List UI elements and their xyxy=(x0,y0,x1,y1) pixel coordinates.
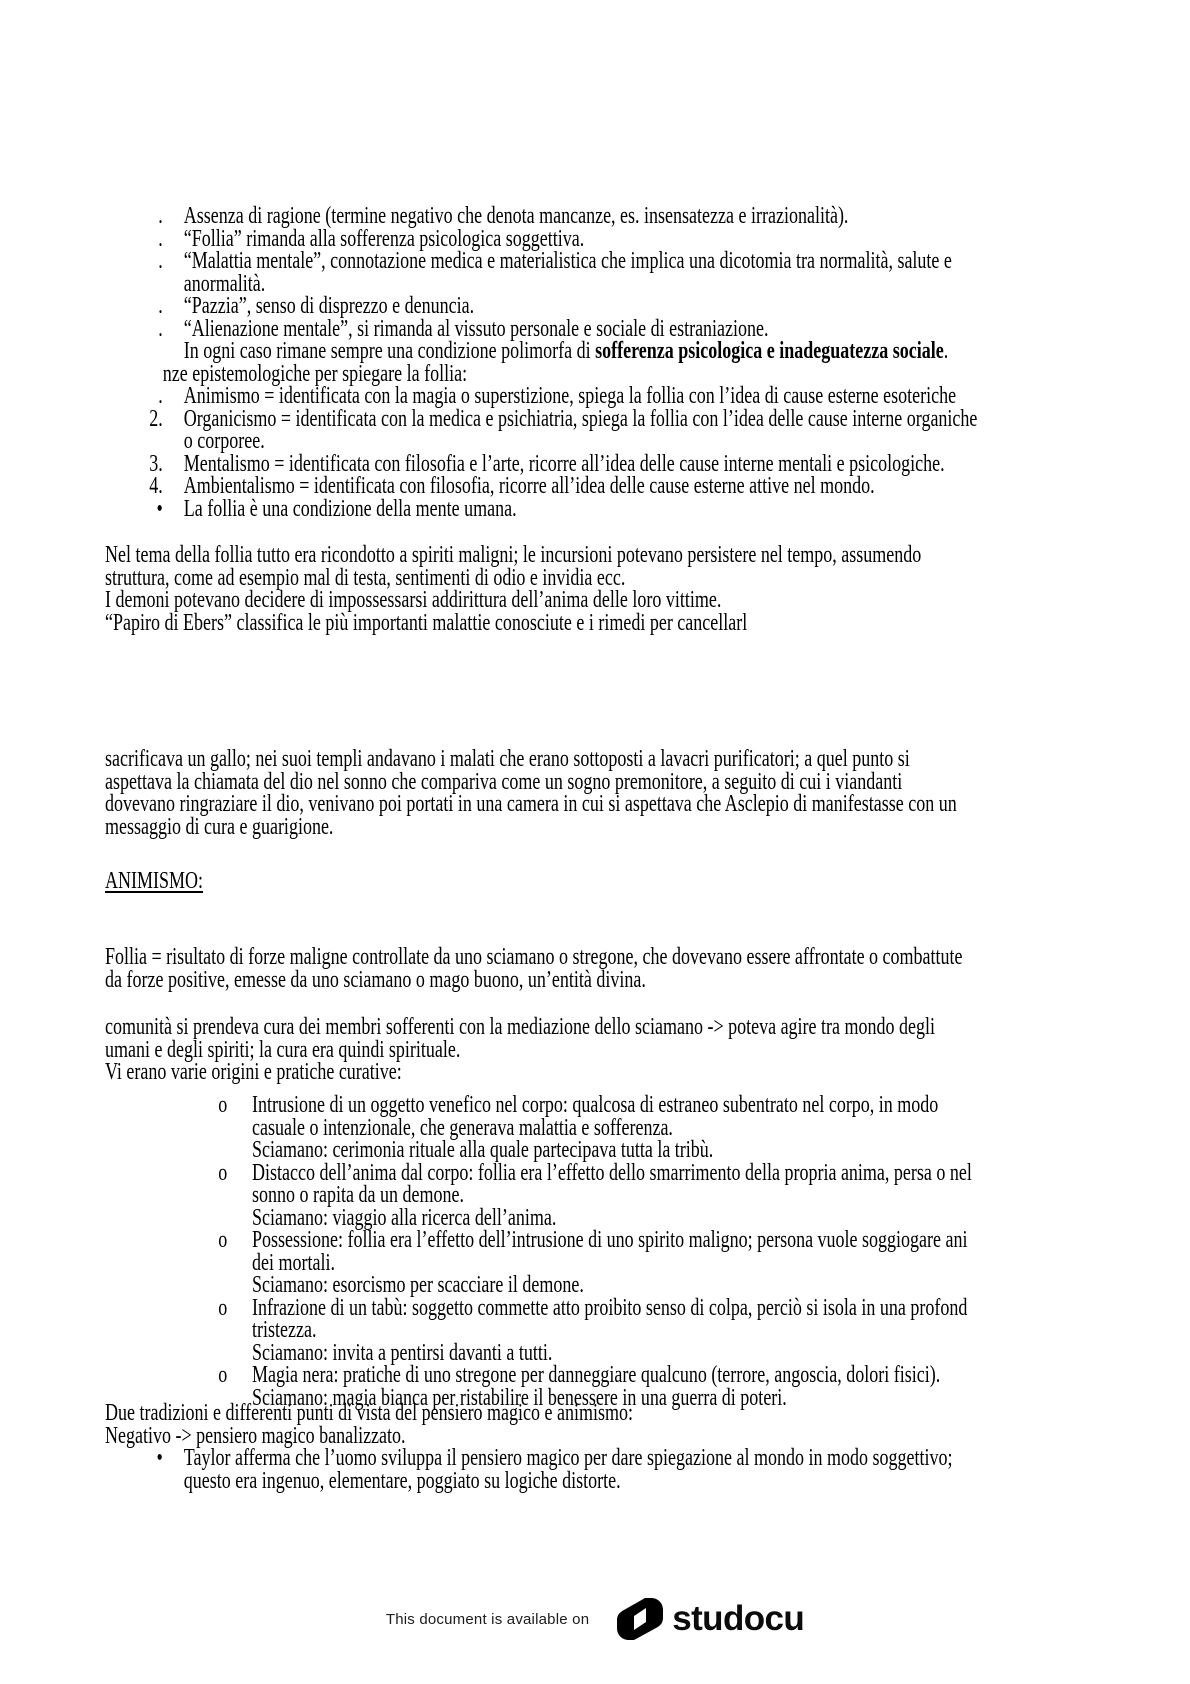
list-marker: 4. xyxy=(149,473,163,499)
list-marker: . xyxy=(158,383,163,409)
summary-pre: In ogni caso rimane sempre una condizione polimorfa di xyxy=(183,338,596,364)
list-marker: . xyxy=(158,225,163,252)
list-item xyxy=(105,1447,1185,1470)
paragraph-line: Vi erano varie origini e pratiche curative: xyxy=(105,1059,402,1085)
list-item-text: Organicismo = identificata con la medica e psichiatria, spiega la follia con l’idea delle cause interne organiche xyxy=(183,405,978,432)
list-item xyxy=(105,205,1185,228)
bullet-marker: • xyxy=(156,495,163,522)
sublist-item xyxy=(105,1159,1185,1186)
sublist-continuation: dei mortali. xyxy=(252,1249,335,1276)
sublist-continuation: Sciamano: magia bianca per ristabilire il benessere in una guerra di poteri. xyxy=(252,1384,787,1411)
sublist-continuation: sonno o rapita da un demone. xyxy=(252,1182,464,1208)
list-item xyxy=(105,315,1185,342)
list-item xyxy=(105,295,1185,318)
list-item-continuation: anormalità. xyxy=(183,270,266,297)
list-marker: 3. xyxy=(149,450,163,477)
paragraph-traditions xyxy=(105,1402,1185,1492)
sublist-marker: o xyxy=(218,1092,228,1118)
paragraph-community xyxy=(105,1016,1185,1084)
paragraph-spirits xyxy=(105,544,1185,634)
section-heading-animismo xyxy=(105,869,1185,893)
list-item-continuation: o corporee. xyxy=(183,428,265,454)
sublist-marker: o xyxy=(218,1159,228,1186)
list-item-text: La follia è una condizione della mente umana. xyxy=(183,495,517,522)
studocu-brand[interactable] xyxy=(617,1598,804,1640)
list-item-continuation: questo era ingenuo, elementare, poggiato su logiche distorte. xyxy=(183,1467,621,1494)
paragraph-line: aspettava la chiamata del dio nel sonno che compariva come un sogno premonitore, a seguito di cui i viandanti xyxy=(105,768,903,795)
list-item-text: “Malattia mentale”, connotazione medica e materialistica che implica una dicotomia tra normalità, salute e xyxy=(183,248,952,274)
sublist-continuation: tristezza. xyxy=(252,1317,317,1343)
intro-list xyxy=(105,205,1185,520)
list-item-text: “Alienazione mentale”, si rimanda al vissuto personale e sociale di estraniazione. xyxy=(183,315,769,342)
paragraph-line: Nel tema della follia tutto era ricondotto a spiriti maligni; le incursioni potevano persistere nel tempo, assumendo xyxy=(105,542,922,568)
paragraph-line: messaggio di cura e guarigione. xyxy=(105,813,334,840)
list-item-text: Animismo = identificata con la magia o superstizione, spiega la follia con l’idea di cause esterne esoteriche xyxy=(183,383,957,409)
paragraph-line: sacrificava un gallo; nei suoi templi andavano i malati che erano sottoposti a lavacri purificatori; a quel punto si xyxy=(105,746,910,772)
list-item-text: Mentalismo = identificata con filosofia e l’arte, ricorre all’idea delle cause interne mentali e psicologiche. xyxy=(183,450,945,477)
list-item xyxy=(105,225,1185,252)
summary-bold: sofferenza psicologica e inadeguatezza sociale xyxy=(595,338,944,364)
list-item xyxy=(105,475,1185,498)
studocu-wordmark: studocu xyxy=(672,1599,805,1638)
sublist-continuation: Sciamano: viaggio alla ricerca dell’anima. xyxy=(252,1204,557,1231)
cut-line: nze epistemologiche per spiegare la follia: xyxy=(162,360,468,387)
sublist-marker: o xyxy=(218,1362,228,1388)
list-item-text: “Follia” rimanda alla sofferenza psicologica soggettiva. xyxy=(183,225,585,252)
list-marker: . xyxy=(158,203,163,229)
paragraph-line: Due tradizioni e differenti punti di vista del pensiero magico e animismo: xyxy=(105,1400,634,1426)
paragraph-line: dovevano ringraziare il dio, venivano poi portati in una camera in cui si aspettava che Asclepio di manifestasse con un xyxy=(105,791,957,817)
footer-caption: This document is available on xyxy=(385,1610,590,1628)
list-marker: . xyxy=(158,293,163,319)
list-item xyxy=(105,250,1185,273)
paragraph-line: umani e degli spiriti; la cura era quindi spirituale. xyxy=(105,1036,461,1063)
heading-text: ANIMISMO: xyxy=(105,868,204,894)
sublist-item-text: Intrusione di un oggetto venefico nel corpo: qualcosa di estraneo subentrato nel corpo, in modo xyxy=(252,1092,939,1118)
list-marker: 2. xyxy=(149,405,163,432)
sublist-item-text: Magia nera: pratiche di uno stregone per danneggiare qualcuno (terrore, angoscia, dolori fisici). xyxy=(252,1362,941,1388)
list-marker: . xyxy=(158,248,163,274)
list-item-text: Ambientalismo = identificata con filosofia, ricorre all’idea delle cause esterne attive nel mondo. xyxy=(183,473,875,499)
list-item xyxy=(105,385,1185,408)
sublist-item xyxy=(105,1229,1185,1252)
studocu-logo-icon xyxy=(617,1598,663,1640)
paragraph-line: “Papiro di Ebers” classifica le più importanti malattie conosciute e i rimedi per cancellarl xyxy=(105,609,748,636)
list-item xyxy=(105,450,1185,477)
paragraph-line: struttura, come ad esempio mal di testa, sentimenti di odio e invidia ecc. xyxy=(105,564,626,591)
list-item-text: “Pazzia”, senso di disprezzo e denuncia. xyxy=(183,293,475,319)
sublist-item-text: Possessione: follia era l’effetto dell’intrusione di uno spirito maligno; persona vuole soggiogare ani xyxy=(252,1227,968,1253)
paragraph-line: Negativo -> pensiero magico banalizzato. xyxy=(105,1422,406,1449)
paragraph-line: comunità si prendeva cura dei membri sofferenti con la mediazione dello sciamano -> poteva agire tra mondo degli xyxy=(105,1014,936,1040)
paragraph-line: Follia = risultato di forze maligne controllate da uno sciamano o stregone, che dovevano essere affrontate o combattute xyxy=(105,944,963,970)
sublist-item-text: Distacco dell’anima dal corpo: follia era l’effetto dello smarrimento della propria anima, persa o nel xyxy=(252,1159,972,1186)
practices-list xyxy=(105,1094,1185,1409)
sublist-continuation: Sciamano: cerimonia rituale alla quale partecipava tutta la tribù. xyxy=(252,1137,714,1163)
sublist-item-text: Infrazione di un tabù: soggetto commette atto proibito senso di colpa, perciò si isola in una profond xyxy=(252,1294,968,1321)
list-item xyxy=(105,495,1185,522)
sublist-item xyxy=(105,1364,1185,1387)
paragraph-line: I demoni potevano decidere di impossessarsi addirittura dell’anima delle loro vittime. xyxy=(105,587,722,613)
sublist-continuation: casuale o intenzionale, che generava malattia e sofferenza. xyxy=(252,1114,673,1141)
list-item-text: Assenza di ragione (termine negativo che denota mancanze, es. insensatezza e irrazionalità). xyxy=(183,203,849,229)
sublist-continuation: Sciamano: invita a pentirsi davanti a tutti. xyxy=(252,1339,553,1366)
paragraph-line: da forze positive, emesse da uno sciamano o mago buono, un’entità divina. xyxy=(105,966,646,993)
sublist-marker: o xyxy=(218,1227,228,1253)
paragraph-asclepius xyxy=(105,748,1185,838)
bullet-marker: • xyxy=(156,1445,163,1471)
list-marker: . xyxy=(158,315,163,342)
sublist-marker: o xyxy=(218,1294,228,1321)
sublist-item xyxy=(105,1294,1185,1321)
list-item xyxy=(105,405,1185,432)
footer xyxy=(0,1598,1190,1640)
paragraph-follia-definition xyxy=(105,946,1185,991)
summary-post: . xyxy=(943,338,949,364)
sublist-item xyxy=(105,1094,1185,1117)
list-item-text: Taylor afferma che l’uomo sviluppa il pensiero magico per dare spiegazione al mondo in modo soggettivo; xyxy=(183,1445,953,1471)
sublist-continuation: Sciamano: esorcismo per scacciare il demone. xyxy=(252,1272,584,1298)
summary-line xyxy=(105,340,1185,363)
